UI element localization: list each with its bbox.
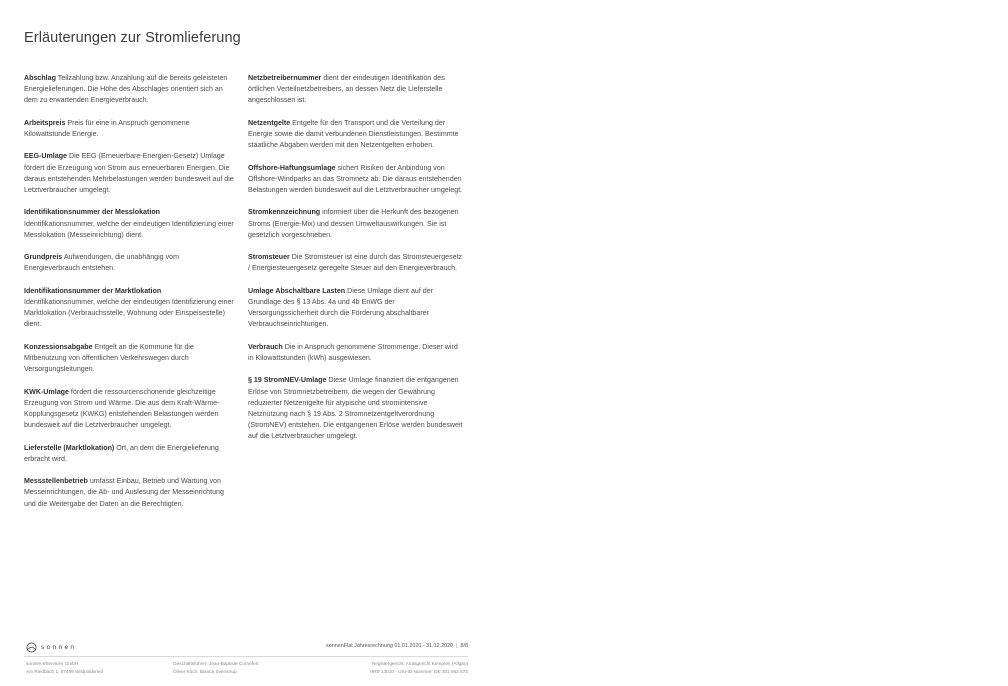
- glossary-entry-marktlokation: [24, 286, 234, 331]
- glossary-left-column: [24, 73, 234, 521]
- glossary-term: Identifikationsnummer der Messlokation: [24, 208, 160, 217]
- glossary-term: Offshore-Haftungsumlage: [248, 163, 336, 172]
- sonnen-logo-icon: [26, 642, 37, 653]
- glossary-definition: Aufwendungen, die unabhängig vom Energieverbrauch entstehen.: [24, 253, 179, 273]
- page-number: 8/8: [460, 643, 468, 649]
- footer-management: [173, 660, 258, 677]
- glossary-term: Netzentgelte: [248, 118, 291, 127]
- glossary-term: Identifikationsnummer der Marktlokation: [24, 286, 162, 295]
- glossary-term: Abschlag: [24, 74, 56, 82]
- glossary-term: KWK-Umlage: [24, 387, 69, 396]
- glossary-entry-lieferstelle: [24, 443, 234, 465]
- glossary-entry-arbeitspreis: [24, 118, 234, 140]
- glossary-entry-grundpreis: [24, 252, 234, 274]
- glossary-term: Konzessionsabgabe: [24, 342, 93, 351]
- glossary-entry-abschlag: [24, 73, 234, 107]
- glossary-term: Stromkennzeichnung: [248, 208, 321, 217]
- glossary-definition: Preis für eine in Anspruch genommene Kilowattstunde Energie.: [24, 118, 190, 138]
- glossary-definition: fördert die ressourcenschonende gleichzeitige Erzeugung von Strom und Wärme. Die aus dem Kraft-Wärme- Kopplungsgesetz (KWKG) entstehenden Belastungen werden bundesweit auf die Letztverbraucher umgelegt.: [24, 387, 220, 430]
- glossary-entry-offshore-haftungsumlage: [248, 163, 464, 197]
- glossary-definition: Diese Umlage dient auf der Grundlage des § 13 Abs. 4a und 4b EnWG der Versorgungssicherheit durch die Förderung abschaltbarer Verbrauchseinrichtungen.: [248, 286, 434, 329]
- glossary-term: Stromsteuer: [248, 253, 290, 262]
- management-label: Geschäftsführer: Jean-Baptiste Cornefert: [173, 661, 259, 666]
- glossary-definition: Entgelte für den Transport und die Verteilung der Energie sowie die damit verbundenen Dienstleistungen. Bestimmte staatliche Abgaben werden mit den Netzentgelten erhoben.: [248, 118, 459, 150]
- document-info: [326, 643, 468, 649]
- glossary-entry-verbrauch: [248, 342, 464, 364]
- register-court: Registergericht: Amtsgericht Kempten (Allgäu): [371, 661, 468, 666]
- glossary-entry-stromkennzeichnung: [248, 207, 464, 241]
- glossary-term: Umlage Abschaltbare Lasten: [248, 286, 346, 295]
- glossary-term: § 19 StromNEV-Umlage: [248, 376, 327, 385]
- glossary-definition: Identifikationsnummer, welche der eindeutigen Identifizierung einer Marktlokation (Verbrauchsstelle, Wohnung oder Einspeisestelle) dient.: [24, 297, 234, 329]
- glossary-term: Arbeitspreis: [24, 118, 66, 127]
- glossary-definition: Entgelt an die Kommune für die Mitbenutzung von öffentlichen Verkehrswegen durch Versorgungsleitungen.: [24, 342, 194, 374]
- glossary-term: Netzbetreibernummer: [248, 74, 322, 82]
- document-label: sonnenFlat Jahresrechnung 01.01.2020 - 31.12.2020: [326, 643, 454, 649]
- glossary-term: Lieferstelle (Marktlokation): [24, 443, 115, 452]
- glossary-definition: informiert über die Herkunft des bezogenen Stroms (Energie-Mix) und dessen Umweltauswirkungen. Sie ist gesetzlich vorgeschrieben.: [248, 208, 459, 239]
- glossary-definition: Diese Umlage finanziert die entgangenen Erlöse von Stromnetzbetreibern, die wegen der Gewährung reduzierter Netzentgelte für atypische und stromintensive Netznutzung nach § 19 Abs. 2 Stromnetzentgeltverordnung (StromNEV) entstehen. Die entgangenen Erlöse werden bundesweit auf die Letztverbraucher umgelegt.: [248, 376, 463, 441]
- company-name: sonnen eServices GmbH: [26, 661, 79, 666]
- glossary-entry-kwk-umlage: [24, 387, 234, 432]
- footer-divider: [24, 656, 468, 657]
- glossary-definition: Die in Anspruch genommene Strommenge. Dieser wird in Kilowattstunden (kWh) ausgewiesen.: [248, 342, 458, 362]
- glossary-entry-messstellenbetrieb: [24, 476, 234, 510]
- sonnen-logo: [26, 642, 76, 653]
- glossary-definition: Identifikationsnummer, welche der eindeutigen Identifizierung einer Messlokation (Messeinrichtung) dient.: [24, 219, 234, 239]
- glossary-definition: Ort, an dem die Energielieferung erbracht wird.: [24, 443, 219, 463]
- glossary-definition: Die EEG (Erneuerbare-Energien-Gesetz) Umlage fördert die Erzeugung von Strom aus erneuerbaren Energien. Die daraus entstehenden Mehrbelastungen werden bundesweit auf die Letztverbraucher umgelegt.: [24, 152, 234, 194]
- glossary-entry-eeg-umlage: [24, 151, 234, 196]
- company-address: Am Riedbach 1, 87499 Wildpoldsried: [26, 669, 104, 675]
- register-numbers: HRB 13010 · USt-ID Nummer: DE 301 862 572: [369, 669, 468, 675]
- glossary-entry-konzessionsabgabe: [24, 342, 234, 376]
- glossary-entry-netzentgelte: [248, 118, 464, 152]
- glossary-entry-umlage-abschaltbare-lasten: [248, 286, 464, 331]
- logo-wordmark: sonnen: [41, 644, 77, 651]
- glossary-entry-netzbetreibernummer: [248, 73, 464, 107]
- glossary-definition: Die Stromsteuer ist eine durch das Stromsteuergesetz / Energiesteuergesetz geregelte Steuer auf den Energieverbrauch.: [248, 253, 463, 273]
- glossary-definition: Teilzahlung bzw. Anzahlung auf die bereits geleisteten Energielieferungen. Die Höhe des Abschlages orientiert sich an dem zu erwartenden Energieverbrauch.: [24, 74, 228, 105]
- glossary-term: Grundpreis: [24, 253, 63, 262]
- glossary-definition: sichert Risiken der Anbindung von Offshore-Windparks an das Stromnetz ab. Die daraus entstehenden Belastungen werden bundesweit auf die Letztverbraucher umgelegt.: [248, 163, 463, 194]
- glossary-right-column: [248, 73, 464, 454]
- glossary-term: Messstellenbetrieb: [24, 477, 88, 486]
- separator: |: [456, 643, 458, 649]
- glossary-term: EEG-Umlage: [24, 152, 67, 161]
- page-title: Erläuterungen zur Stromlieferung: [24, 29, 241, 46]
- management-names: Oliver Koch, Bianca Svenstrup: [173, 669, 237, 675]
- footer-company: [26, 660, 103, 677]
- glossary-definition: dient der eindeutigen Identifikation des örtlichen Verteilnetzbetreibers, an dessen Netz die Lieferstelle angeschlossen ist.: [248, 74, 445, 105]
- footer-register: [370, 660, 468, 677]
- glossary-entry-stromsteuer: [248, 252, 464, 274]
- glossary-entry-messlokation: [24, 207, 234, 241]
- glossary-entry-stromnev-umlage: [248, 375, 464, 442]
- glossary-term: Verbrauch: [248, 342, 283, 351]
- glossary-definition: umfasst Einbau, Betrieb und Wartung von Messeinrichtungen, die Ab- und Auslesung der Messeinrichtung und die Weitergabe der Daten an die Berechtigten.: [24, 477, 224, 508]
